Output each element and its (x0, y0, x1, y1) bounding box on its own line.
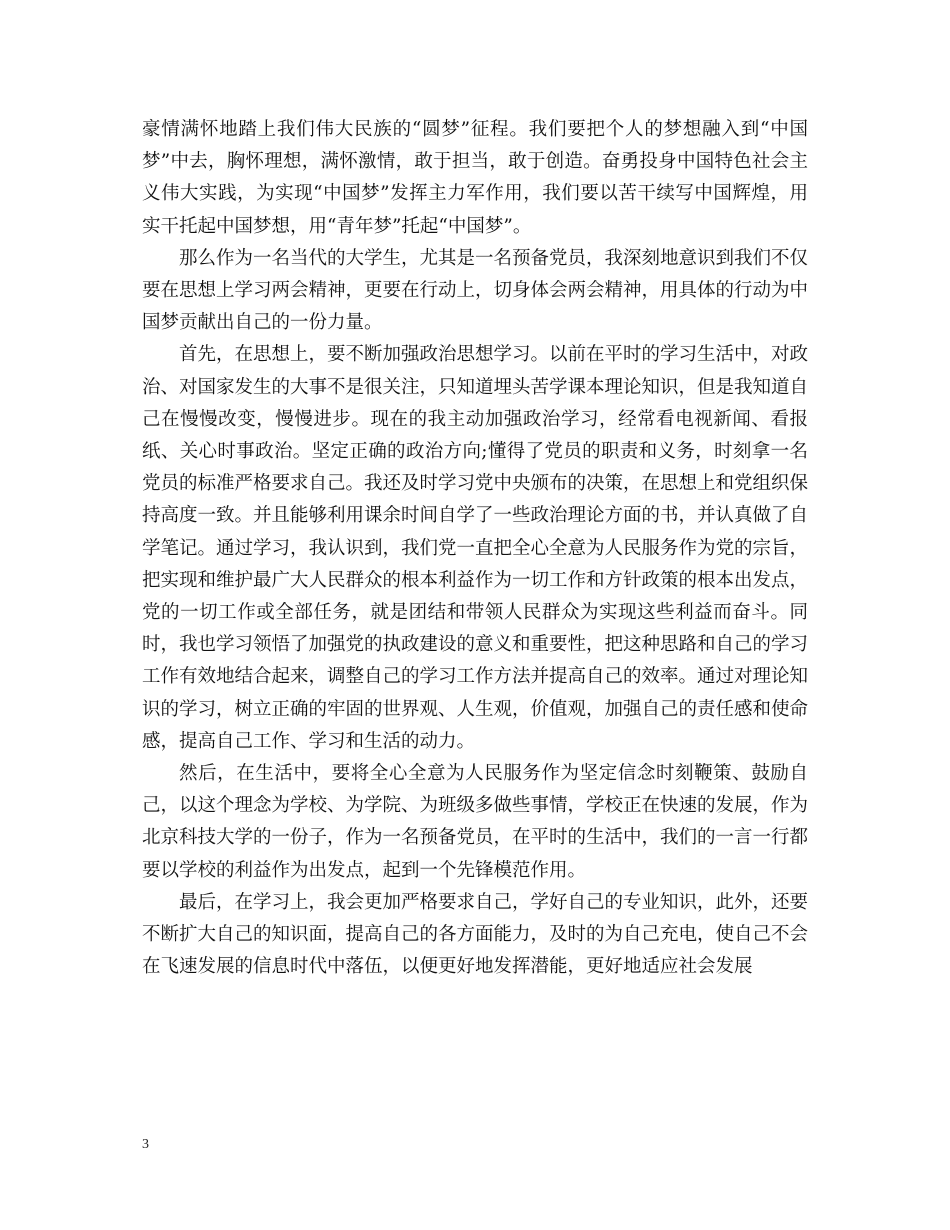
paragraph-continuation: 豪情满怀地踏上我们伟大民族的“圆梦”征程。我们要把个人的梦想融入到“中国梦”中去，胸怀理想，满怀激情，敢于担当，敢于创造。奋勇投身中国特色社会主义伟大实践，为实现“中国梦”发挥主力军作用，我们要以苦干续写中国辉煌，用实干托起中国梦想，用“青年梦”托起“中国梦”。 (142, 119, 808, 237)
paragraph-study: 最后，在学习上，我会更加严格要求自己，学好自己的专业知识，此外，还要不断扩大自己的知识面，提高自己的各方面能力，及时的为自己充电，使自己不会在飞速发展的信息时代中落伍，以便更好地发挥潜能，更好地适应社会发展 (142, 891, 809, 978)
paragraph-life: 然后，在生活中，要将全心全意为人民服务作为坚定信念时刻鞭策、鼓励自己，以这个理念为学校、为学院、为班级多做些事情，学校正在快速的发展，作为北京科技大学的一份子，作为一名预备党员，在平时的生活中，我们的一言一行都要以学校的利益作为出发点，起到一个先锋模范作用。 (142, 763, 809, 881)
paragraph-thought: 首先，在思想上，要不断加强政治思想学习。以前在平时的学习生活中，对政治、对国家发生的大事不是很关注，只知道埋头苦学课本理论知识，但是我知道自己在慢慢改变，慢慢进步。现在的我主动加强政治学习，经常看电视新闻、看报纸、关心时事政治。坚定正确的政治方向;懂得了党员的职责和义务，时刻拿一名党员的标准严格要求自己。我还及时学习党中央颁布的决策，在思想上和党组织保持高度一致。并且能够利用课余时间自学了一些政治理论方面的书，并认真做了自学笔记。通过学习，我认识到，我们党一直把全心全意为人民服务作为党的宗旨，把实现和维护最广大人民群众的根本利益作为一切工作和方针政策的根本出发点，党的一切工作或全部任务，就是团结和带领人民群众为实现这些利益而奋斗。同时，我也学习领悟了加强党的执政建设的意义和重要性，把这种思路和自己的学习工作有效地结合起来，调整自己的学习工作方法并提高自己的效率。通过对理论知识的学习，树立正确的牢固的世界观、人生观，价值观，加强自己的责任感和使命感，提高自己工作、学习和生活的动力。 (142, 344, 809, 752)
page-number: 3 (142, 1137, 149, 1152)
document-body (142, 114, 808, 983)
paragraph-college-student: 那么作为一名当代的大学生，尤其是一名预备党员，我深刻地意识到我们不仅要在思想上学习两会精神，更要在行动上，切身体会两会精神，用具体的行动为中国梦贡献出自己的一份力量。 (142, 247, 809, 334)
